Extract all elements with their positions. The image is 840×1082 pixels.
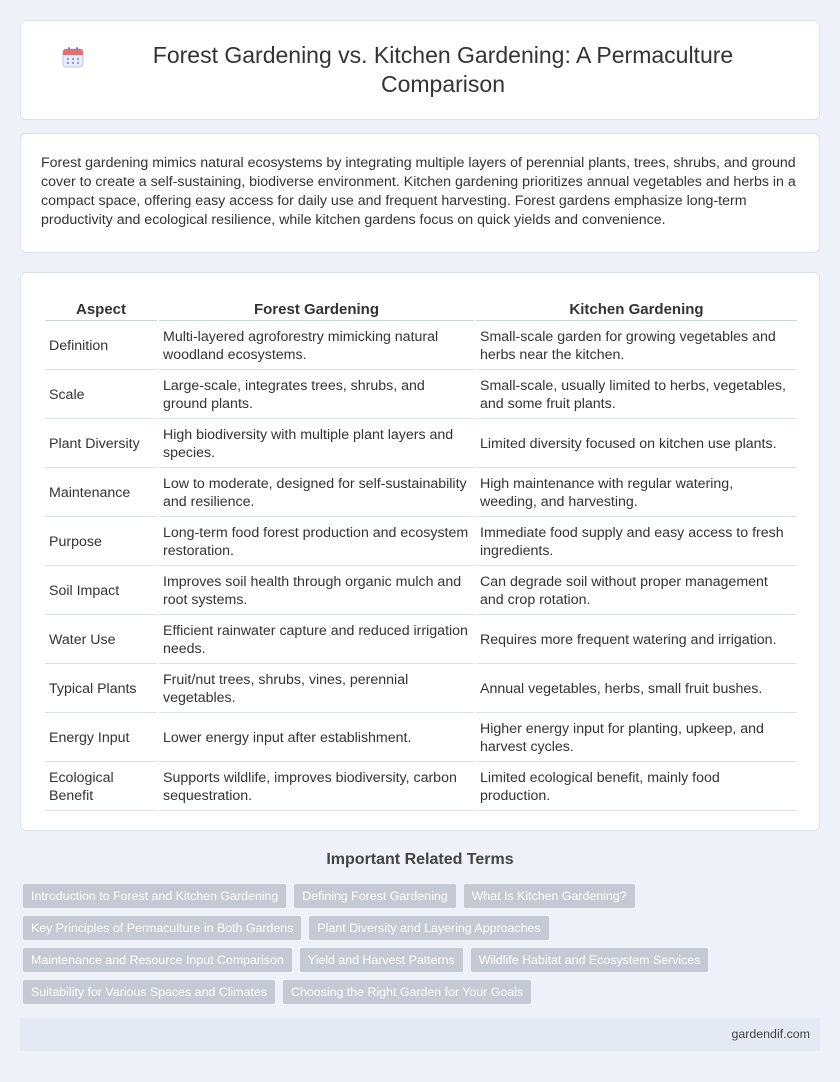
cell-forest: Lower energy input after establishment. <box>159 715 474 762</box>
cell-aspect: Typical Plants <box>45 666 157 713</box>
cell-kitchen: Requires more frequent watering and irrigation. <box>476 617 797 664</box>
cell-kitchen: Immediate food supply and easy access to fresh ingredients. <box>476 519 797 566</box>
header-kitchen-gardening: Kitchen Gardening <box>476 299 797 321</box>
related-term-link[interactable]: Maintenance and Resource Input Comparison <box>23 948 292 972</box>
cell-aspect: Maintenance <box>45 470 157 517</box>
related-terms-list <box>23 884 823 1004</box>
cell-kitchen: Limited ecological benefit, mainly food production. <box>476 764 797 811</box>
cell-kitchen: High maintenance with regular watering, weeding, and harvesting. <box>476 470 797 517</box>
table-row <box>45 715 797 762</box>
table-row <box>45 519 797 566</box>
comparison-table-card <box>20 272 820 831</box>
intro-paragraph: Forest gardening mimics natural ecosystems by integrating multiple layers of perennial plants, trees, shrubs, and ground cover to create a self-sustaining, biodiverse environment. Kitchen gardening prioritizes annual vegetables and herbs in a compact space, offering easy access for daily use and frequent harvesting. Forest gardens emphasize long-term productivity and ecological resilience, while kitchen gardens focus on quick yields and convenience. <box>41 155 796 228</box>
related-term-link[interactable]: What Is Kitchen Gardening? <box>464 884 635 908</box>
related-term-link[interactable]: Defining Forest Gardening <box>294 884 455 908</box>
related-term-link[interactable]: Wildlife Habitat and Ecosystem Services <box>471 948 709 972</box>
table-row <box>45 470 797 517</box>
related-term-link[interactable]: Suitability for Various Spaces and Climates <box>23 980 275 1004</box>
calendar-icon <box>61 45 85 69</box>
page-title: Forest Gardening vs. Kitchen Gardening: A Permaculture Comparison <box>152 42 734 97</box>
footer <box>20 1018 820 1051</box>
table-row <box>45 372 797 419</box>
cell-aspect: Plant Diversity <box>45 421 157 468</box>
cell-aspect: Definition <box>45 323 157 370</box>
cell-forest: Fruit/nut trees, shrubs, vines, perennial vegetables. <box>159 666 474 713</box>
header-card <box>20 20 820 120</box>
cell-forest: Multi-layered agroforestry mimicking natural woodland ecosystems. <box>159 323 474 370</box>
table-row <box>45 421 797 468</box>
header-forest-gardening: Forest Gardening <box>159 299 474 321</box>
cell-kitchen: Small-scale, usually limited to herbs, vegetables, and some fruit plants. <box>476 372 797 419</box>
cell-forest: Improves soil health through organic mulch and root systems. <box>159 568 474 615</box>
cell-kitchen: Can degrade soil without proper management and crop rotation. <box>476 568 797 615</box>
related-term-link[interactable]: Choosing the Right Garden for Your Goals <box>283 980 531 1004</box>
cell-aspect: Ecological Benefit <box>45 764 157 811</box>
table-row <box>45 666 797 713</box>
table-row <box>45 617 797 664</box>
cell-aspect: Purpose <box>45 519 157 566</box>
cell-kitchen: Limited diversity focused on kitchen use plants. <box>476 421 797 468</box>
comparison-table <box>43 297 799 813</box>
site-link[interactable]: gardendif.com <box>731 1027 810 1041</box>
cell-forest: Large-scale, integrates trees, shrubs, and ground plants. <box>159 372 474 419</box>
cell-forest: Supports wildlife, improves biodiversity, carbon sequestration. <box>159 764 474 811</box>
related-term-link[interactable]: Key Principles of Permaculture in Both Gardens <box>23 916 301 940</box>
cell-kitchen: Higher energy input for planting, upkeep, and harvest cycles. <box>476 715 797 762</box>
table-row <box>45 568 797 615</box>
cell-aspect: Soil Impact <box>45 568 157 615</box>
intro-card <box>20 133 820 253</box>
cell-kitchen: Small-scale garden for growing vegetables and herbs near the kitchen. <box>476 323 797 370</box>
cell-forest: Long-term food forest production and ecosystem restoration. <box>159 519 474 566</box>
related-term-link[interactable]: Yield and Harvest Patterns <box>300 948 463 972</box>
cell-forest: Efficient rainwater capture and reduced irrigation needs. <box>159 617 474 664</box>
table-row <box>45 764 797 811</box>
table-row <box>45 323 797 370</box>
header-aspect: Aspect <box>45 299 157 321</box>
related-term-link[interactable]: Introduction to Forest and Kitchen Gardening <box>23 884 286 908</box>
cell-forest: High biodiversity with multiple plant layers and species. <box>159 421 474 468</box>
cell-forest: Low to moderate, designed for self-sustainability and resilience. <box>159 470 474 517</box>
table-header-row <box>45 299 797 321</box>
related-terms-title: Important Related Terms <box>326 851 514 868</box>
related-term-link[interactable]: Plant Diversity and Layering Approaches <box>309 916 548 940</box>
cell-aspect: Water Use <box>45 617 157 664</box>
cell-aspect: Energy Input <box>45 715 157 762</box>
cell-aspect: Scale <box>45 372 157 419</box>
cell-kitchen: Annual vegetables, herbs, small fruit bushes. <box>476 666 797 713</box>
